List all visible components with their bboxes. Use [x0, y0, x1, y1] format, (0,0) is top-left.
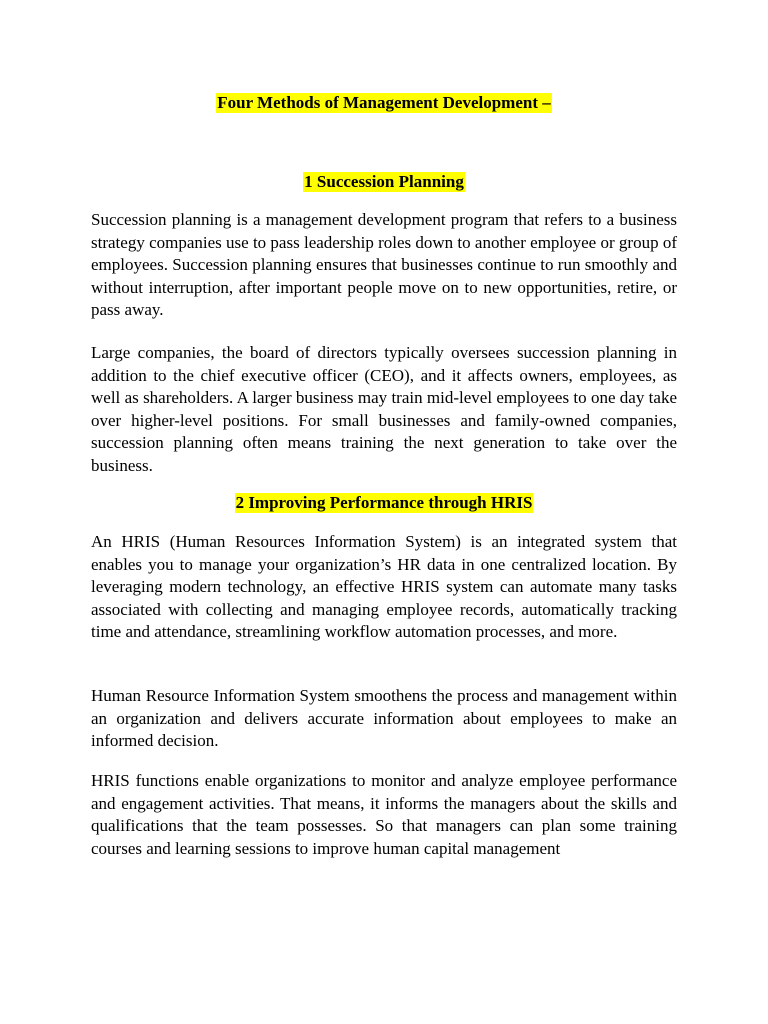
section-heading-wrap	[0, 172, 768, 192]
paragraph-hris-3: HRIS functions enable organizations to monitor and analyze employee performance and engagement activities. That means, it informs the managers about the skills and qualifications that the team possesses. So that managers can plan some training courses and learning sessions to improve human capital management	[91, 771, 677, 858]
section-heading-wrap	[0, 493, 768, 513]
paragraph-hris-1: An HRIS (Human Resources Information System) is an integrated system that enables you to manage your organization’s HR data in one centralized location. By leveraging modern technology, an effective HRIS system can automate many tasks associated with collecting and managing employee records, automatically tracking time and attendance, streamlining workflow automation processes, and more.	[91, 532, 677, 642]
section-heading-hris: 2 Improving Performance through HRIS	[235, 493, 533, 512]
document-title-wrap	[0, 93, 768, 113]
document-title: Four Methods of Management Development –	[217, 93, 551, 112]
paragraph-succession-2: Large companies, the board of directors typically oversees succession planning in addition to the chief executive officer (CEO), and it affects owners, employees, as well as shareholders. A larger business may train mid-level employees to one day take over higher-level positions. For small businesses and family-owned companies, succession planning often means training the next generation to take over the business.	[91, 343, 677, 475]
paragraph-hris-2: Human Resource Information System smoothens the process and management within an organization and delivers accurate information about employees to make an informed decision.	[91, 686, 677, 751]
paragraph-succession-1: Succession planning is a management development program that refers to a business strategy companies use to pass leadership roles down to another employee or group of employees. Succession planning ensures that businesses continue to run smoothly and without interruption, after important people move on to new opportunities, retire, or pass away.	[91, 210, 677, 320]
section-heading-succession-planning: 1 Succession Planning	[304, 172, 464, 191]
